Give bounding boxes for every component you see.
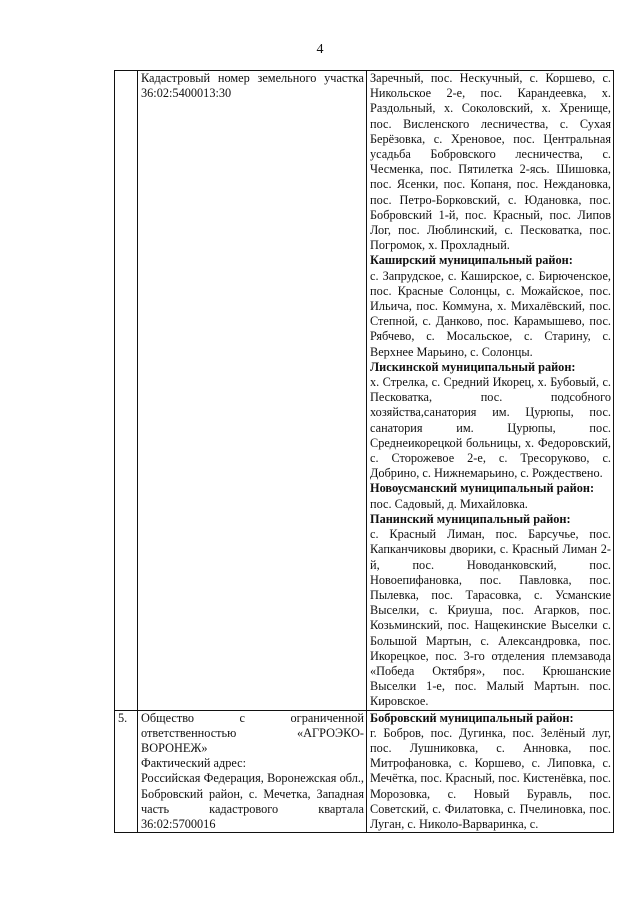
district-heading: Новоусманский муниципальный район: [370, 481, 595, 496]
cadastral-number-text: Кадастровый номер земельного участка 36:02:5400013:30 [141, 71, 364, 101]
page-number: 4 [316, 42, 324, 57]
district-heading: Бобровский муниципальный район: [370, 710, 574, 725]
district-heading: Панинский муниципальный район: [370, 511, 571, 526]
settlements-list: Заречный, пос. Нескучный, с. Коршево, с. Никольское 2-е, пос. Карандеевка, х. Раздольный, х. Соколовский, х. Хренище, пос. Висленского лесничества, с. Сухая Берёзовка, с. Хреновое, пос. Центральная усадьба Бобровского лесничества, с. Чесменка, пос. Пятилетка 2-ясь. Шишовка, пос. Ясенки, пос. Копаня, пос. Неждановка, пос. Петро-Борковский, с. Юдановка, пос. Бобровский 1-й, пос. Красный, пос. Липов Лог, пос. Люблинский, с. Песковатка, пос. Погромок, х. Прохладный. [370, 71, 611, 253]
settlements-list: г. Бобров, пос. Дугинка, пос. Зелёный луг, пос. Лушниковка, с. Анновка, пос. Митрофановка, с. Коршево, с. Липовка, с. Мечётка, пос. Красный, пос. Кистенёвка, пос. Морозовка, с. Новый Буравль, пос. Советский, с. Филатовка, с. Пчелиновка, пос. Луган, с. Николо-Варваринка, с. [370, 725, 611, 831]
table-row [115, 710, 614, 833]
settlements-list: с. Запрудское, с. Каширское, с. Бирюченское, пос. Красные Солонцы, с. Можайское, пос. Ильича, пос. Коммуна, х. Михалёвский, пос. Степной, с. Данково, пос. Карамышево, пос. Рябчево, с. Мосальское, с. Старину, с. Верхнее Марьино, с. Солонцы. [370, 268, 611, 359]
organization-cell [138, 71, 367, 711]
settlements-cell [367, 71, 614, 711]
address-text: Российская Федерация, Воронежская обл., Бобровский район, с. Мечетка, Западная часть кадастрового квартала 36:02:5700016 [141, 771, 364, 831]
organization-cell [138, 710, 367, 833]
settlements-list: х. Стрелка, с. Средний Икорец, х. Бубовый, с. Песковатка, пос. подсобного хозяйства,санатория им. Цурюпы, пос. санатория им. Цурюпы, пос. Среднеикорецкой больницы, х. Федоровский, с. Сторожевое 2-е, с. Тресоруково, с. Добрино, с. Нижнемарьино, с. Рождествено. [370, 375, 611, 481]
district-heading: Лискинской муниципальный район: [370, 359, 576, 374]
settlements-table [114, 70, 614, 833]
settlements-cell [367, 710, 614, 833]
table-row [115, 71, 614, 711]
organization-name: Общество с ограниченной ответственностью «АГРОЭКО-ВОРОНЕЖ» [141, 710, 364, 755]
settlements-list: с. Красный Лиман, пос. Барсучье, пос. Капканчиковы дворики, с. Красный Лиман 2-й, пос. Новоданковский, пос. Новоепифановка, пос. Павловка, пос. Пылевка, пос. Тарасовка, с. Усманские Выселки, с. Криуша, пос. Агарков, пос. Козьминский, пос. Нащекинские Выселки с. Большой Мартын, с. Александровка, пос. Икорецкое, пос. 3-го отделения племзавода «Победа Октября», пос. Крюшанские Выселки 1-е, пос. Малый Мартын. пос. Кировское. [370, 527, 611, 709]
settlements-list: пос. Садовый, д. Михайловка. [370, 496, 528, 511]
district-heading: Каширский муниципальный район: [370, 253, 573, 268]
row-number: 5. [115, 710, 138, 833]
row-number [115, 71, 138, 711]
address-label: Фактический адрес: [141, 756, 247, 771]
